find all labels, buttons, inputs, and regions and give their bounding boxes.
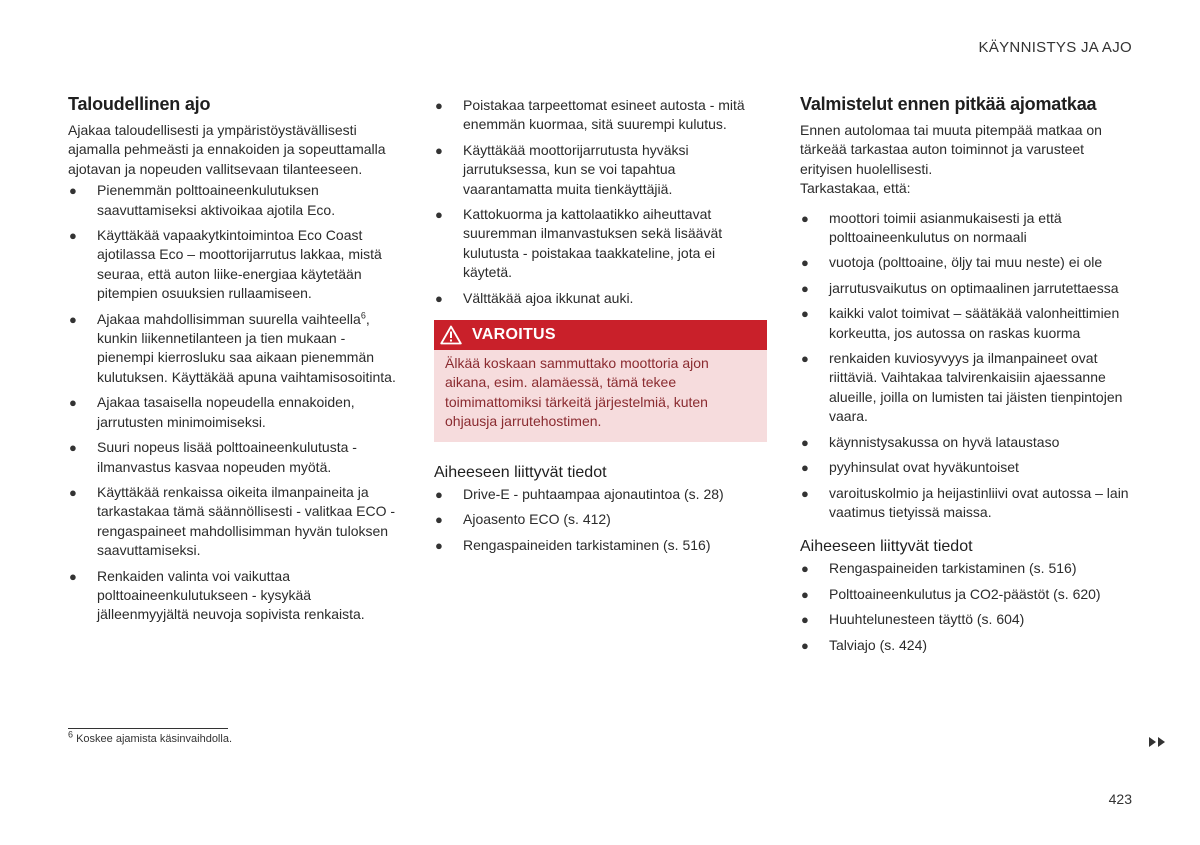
check-label: Tarkastakaa, että: bbox=[800, 180, 911, 197]
footnote-number: 6 bbox=[68, 729, 74, 740]
list-item: ● Käyttäkää renkaissa oikeita ilmanpaineita ja tarkastakaa tämä säännöllisesti - valitkaa ECO -rengaspaineet mahdollisimman hyvän tuloksen saavuttamiseksi. bbox=[69, 483, 396, 559]
bullet-icon: ● bbox=[801, 306, 809, 322]
bullet-icon: ● bbox=[801, 561, 809, 577]
bullet-icon: ● bbox=[435, 512, 443, 528]
economical-driving-section bbox=[68, 94, 398, 631]
section-header: KÄYNNISTYS JA AJO bbox=[978, 39, 1132, 56]
bullet-icon: ● bbox=[435, 207, 443, 223]
related-links-list bbox=[434, 485, 768, 555]
bullet-icon: ● bbox=[69, 484, 77, 500]
list-item: ● varoituskolmio ja heijastinliivi ovat autossa – lain vaatimus tietyissä maissa. bbox=[801, 484, 1129, 520]
related-link[interactable]: ● Ajoasento ECO (s. 412) bbox=[434, 510, 768, 529]
economical-driving-list bbox=[68, 181, 398, 625]
bullet-icon: ● bbox=[801, 280, 809, 296]
list-item: ● pyyhinsulat ovat hyväkuntoiset bbox=[800, 458, 1134, 477]
footnote bbox=[68, 729, 232, 745]
middle-column bbox=[434, 96, 768, 561]
list-item: ● Renkaiden valinta voi vaikuttaa polttoaineenkulutukseen - kysykää jälleenmyyjältä neuvoja sopivista renkaista. bbox=[69, 567, 365, 623]
bullet-icon: ● bbox=[801, 255, 809, 271]
related-link[interactable]: ● Drive-E - puhtaampaa ajonautintoa (s. 28) bbox=[434, 485, 768, 504]
related-link[interactable]: ● Rengaspaineiden tarkistaminen (s. 516) bbox=[800, 559, 1134, 578]
list-item: ● moottori toimii asianmukaisesti ja että polttoaineenkulutus on normaali bbox=[801, 209, 1062, 246]
list-item: ● Ajakaa tasaisella nopeudella ennakoiden, jarrutusten minimoimiseksi. bbox=[69, 394, 355, 430]
list-item: ● kaikki valot toimivat – säätäkää valonheittimien korkeutta, jos autossa on raskas kuorma bbox=[801, 305, 1120, 341]
warning-triangle-icon bbox=[440, 325, 462, 345]
economical-driving-intro: Ajakaa taloudellisesti ja ympäristöystävällisesti ajamalla pehmeästi ja ennakoiden ja sopeuttamalla ajotavan ja nopeuden vallitsevaan tilanteeseen. bbox=[68, 122, 386, 177]
related-link[interactable]: ● Rengaspaineiden tarkistaminen (s. 516) bbox=[434, 536, 768, 555]
list-item: ● Välttäkää ajoa ikkunat auki. bbox=[434, 289, 768, 308]
bullet-icon: ● bbox=[801, 460, 809, 476]
related-links-list bbox=[800, 559, 1134, 655]
bullet-icon: ● bbox=[69, 228, 77, 244]
bullet-icon: ● bbox=[69, 183, 77, 199]
bullet-icon: ● bbox=[801, 612, 809, 628]
footnote-divider bbox=[68, 728, 228, 729]
list-item: ● Käyttäkää moottorijarrutusta hyväksi jarrutuksessa, kun se voi tapahtua vaarantamatta muita tienkäyttäjiä. bbox=[435, 141, 689, 197]
economical-driving-title: Taloudellinen ajo bbox=[68, 94, 211, 114]
bullet-icon: ● bbox=[435, 290, 443, 306]
warning-box bbox=[434, 320, 767, 442]
warning-header bbox=[434, 320, 767, 350]
list-item: ● Käyttäkää vapaakytkintoimintoa Eco Coast ajotilassa Eco – moottorijarrutus lakkaa, mistä seuraa, että auton liike-energiaa käytetään pitempien osuuksien rullaamiseen. bbox=[69, 227, 382, 302]
warning-text: Älkää koskaan sammuttako moottoria ajon aikana, esim. alamäessä, tämä tekee toimimattomiksi tärkeitä järjestelmiä, kuten ohjausja jarrutehostimen. bbox=[434, 350, 767, 442]
related-info-section bbox=[434, 464, 768, 555]
bullet-icon: ● bbox=[69, 395, 77, 411]
long-trip-title: Valmistelut ennen pitkää ajomatkaa bbox=[800, 94, 1097, 114]
economical-driving-list-continued bbox=[434, 96, 768, 308]
related-info-title: Aiheeseen liittyvät tiedot bbox=[434, 463, 607, 481]
list-item: ● vuotoja (polttoaine, öljy tai muu neste) ei ole bbox=[800, 253, 1134, 272]
list-item: ● jarrutusvaikutus on optimaalinen jarrutettaessa bbox=[800, 279, 1134, 298]
bullet-icon: ● bbox=[69, 568, 77, 584]
bullet-icon: ● bbox=[435, 142, 443, 158]
related-link[interactable]: ● Huuhtelunesteen täyttö (s. 604) bbox=[800, 610, 1134, 629]
bullet-icon: ● bbox=[69, 311, 77, 327]
bullet-icon: ● bbox=[801, 210, 809, 226]
bullet-icon: ● bbox=[801, 351, 809, 367]
bullet-icon: ● bbox=[801, 637, 809, 653]
list-item: ● Kattokuorma ja kattolaatikko aiheuttavat suuremman ilmanvastuksen sekä lisäävät kulutusta - poistakaa taakkateline, jota ei käytetä. bbox=[435, 206, 723, 281]
checklist bbox=[800, 209, 1134, 523]
related-link[interactable]: ● Talviajo (s. 424) bbox=[800, 636, 1134, 655]
related-info-section bbox=[800, 538, 1134, 655]
warning-title: VAROITUS bbox=[472, 326, 556, 344]
bullet-icon: ● bbox=[435, 486, 443, 502]
next-page-arrow-icon[interactable] bbox=[1148, 736, 1168, 748]
list-item: ● Ajakaa mahdollisimman suurella vaihteella$^6$, kunkin liikennetilanteen ja tien mukaan - pienempi kierrosluku saa aikaan pienemmän kulutuksen. Käyttäkää apuna vaihtamisosoitinta. bbox=[69, 310, 396, 385]
list-item: ● Suuri nopeus lisää polttoaineenkulutusta - ilmanvastus kasvaa nopeuden myötä. bbox=[69, 439, 357, 475]
footnote-text: Koskee ajamista käsinvaihdolla. bbox=[76, 733, 232, 745]
list-item: ● renkaiden kuviosyvyys ja ilmanpaineet ovat riittäviä. Vaihtakaa talvirenkaisiin ajaessanne alueille, joilla on lumisten tai jäisten tienpintojen vaara. bbox=[801, 350, 1123, 425]
bullet-icon: ● bbox=[801, 434, 809, 450]
list-item: ● Poistakaa tarpeettomat esineet autosta - mitä enemmän kuormaa, sitä suurempi kulutus. bbox=[435, 97, 745, 133]
bullet-icon: ● bbox=[801, 485, 809, 501]
bullet-icon: ● bbox=[801, 586, 809, 602]
footnote-reference[interactable]: 6 bbox=[360, 310, 366, 320]
long-trip-intro: Ennen autolomaa tai muuta pitempää matkaa on tärkeää tarkastaa auton toiminnot ja varusteet erityisen huolellisesti. bbox=[800, 122, 1102, 177]
list-item: ● käynnistysakussa on hyvä lataustaso bbox=[800, 433, 1134, 452]
bullet-icon: ● bbox=[69, 440, 77, 456]
related-link[interactable]: ● Polttoaineenkulutus ja CO2-päästöt (s. 620) bbox=[800, 585, 1134, 604]
long-trip-preparation-section bbox=[800, 94, 1134, 661]
bullet-icon: ● bbox=[435, 98, 443, 113]
page-number: 423 bbox=[1108, 791, 1132, 807]
list-item: ● Pienemmän polttoaineenkulutuksen saavuttamiseksi aktivoikaa ajotila Eco. bbox=[69, 182, 336, 218]
bullet-icon: ● bbox=[435, 537, 443, 553]
related-info-title: Aiheeseen liittyvät tiedot bbox=[800, 538, 973, 556]
